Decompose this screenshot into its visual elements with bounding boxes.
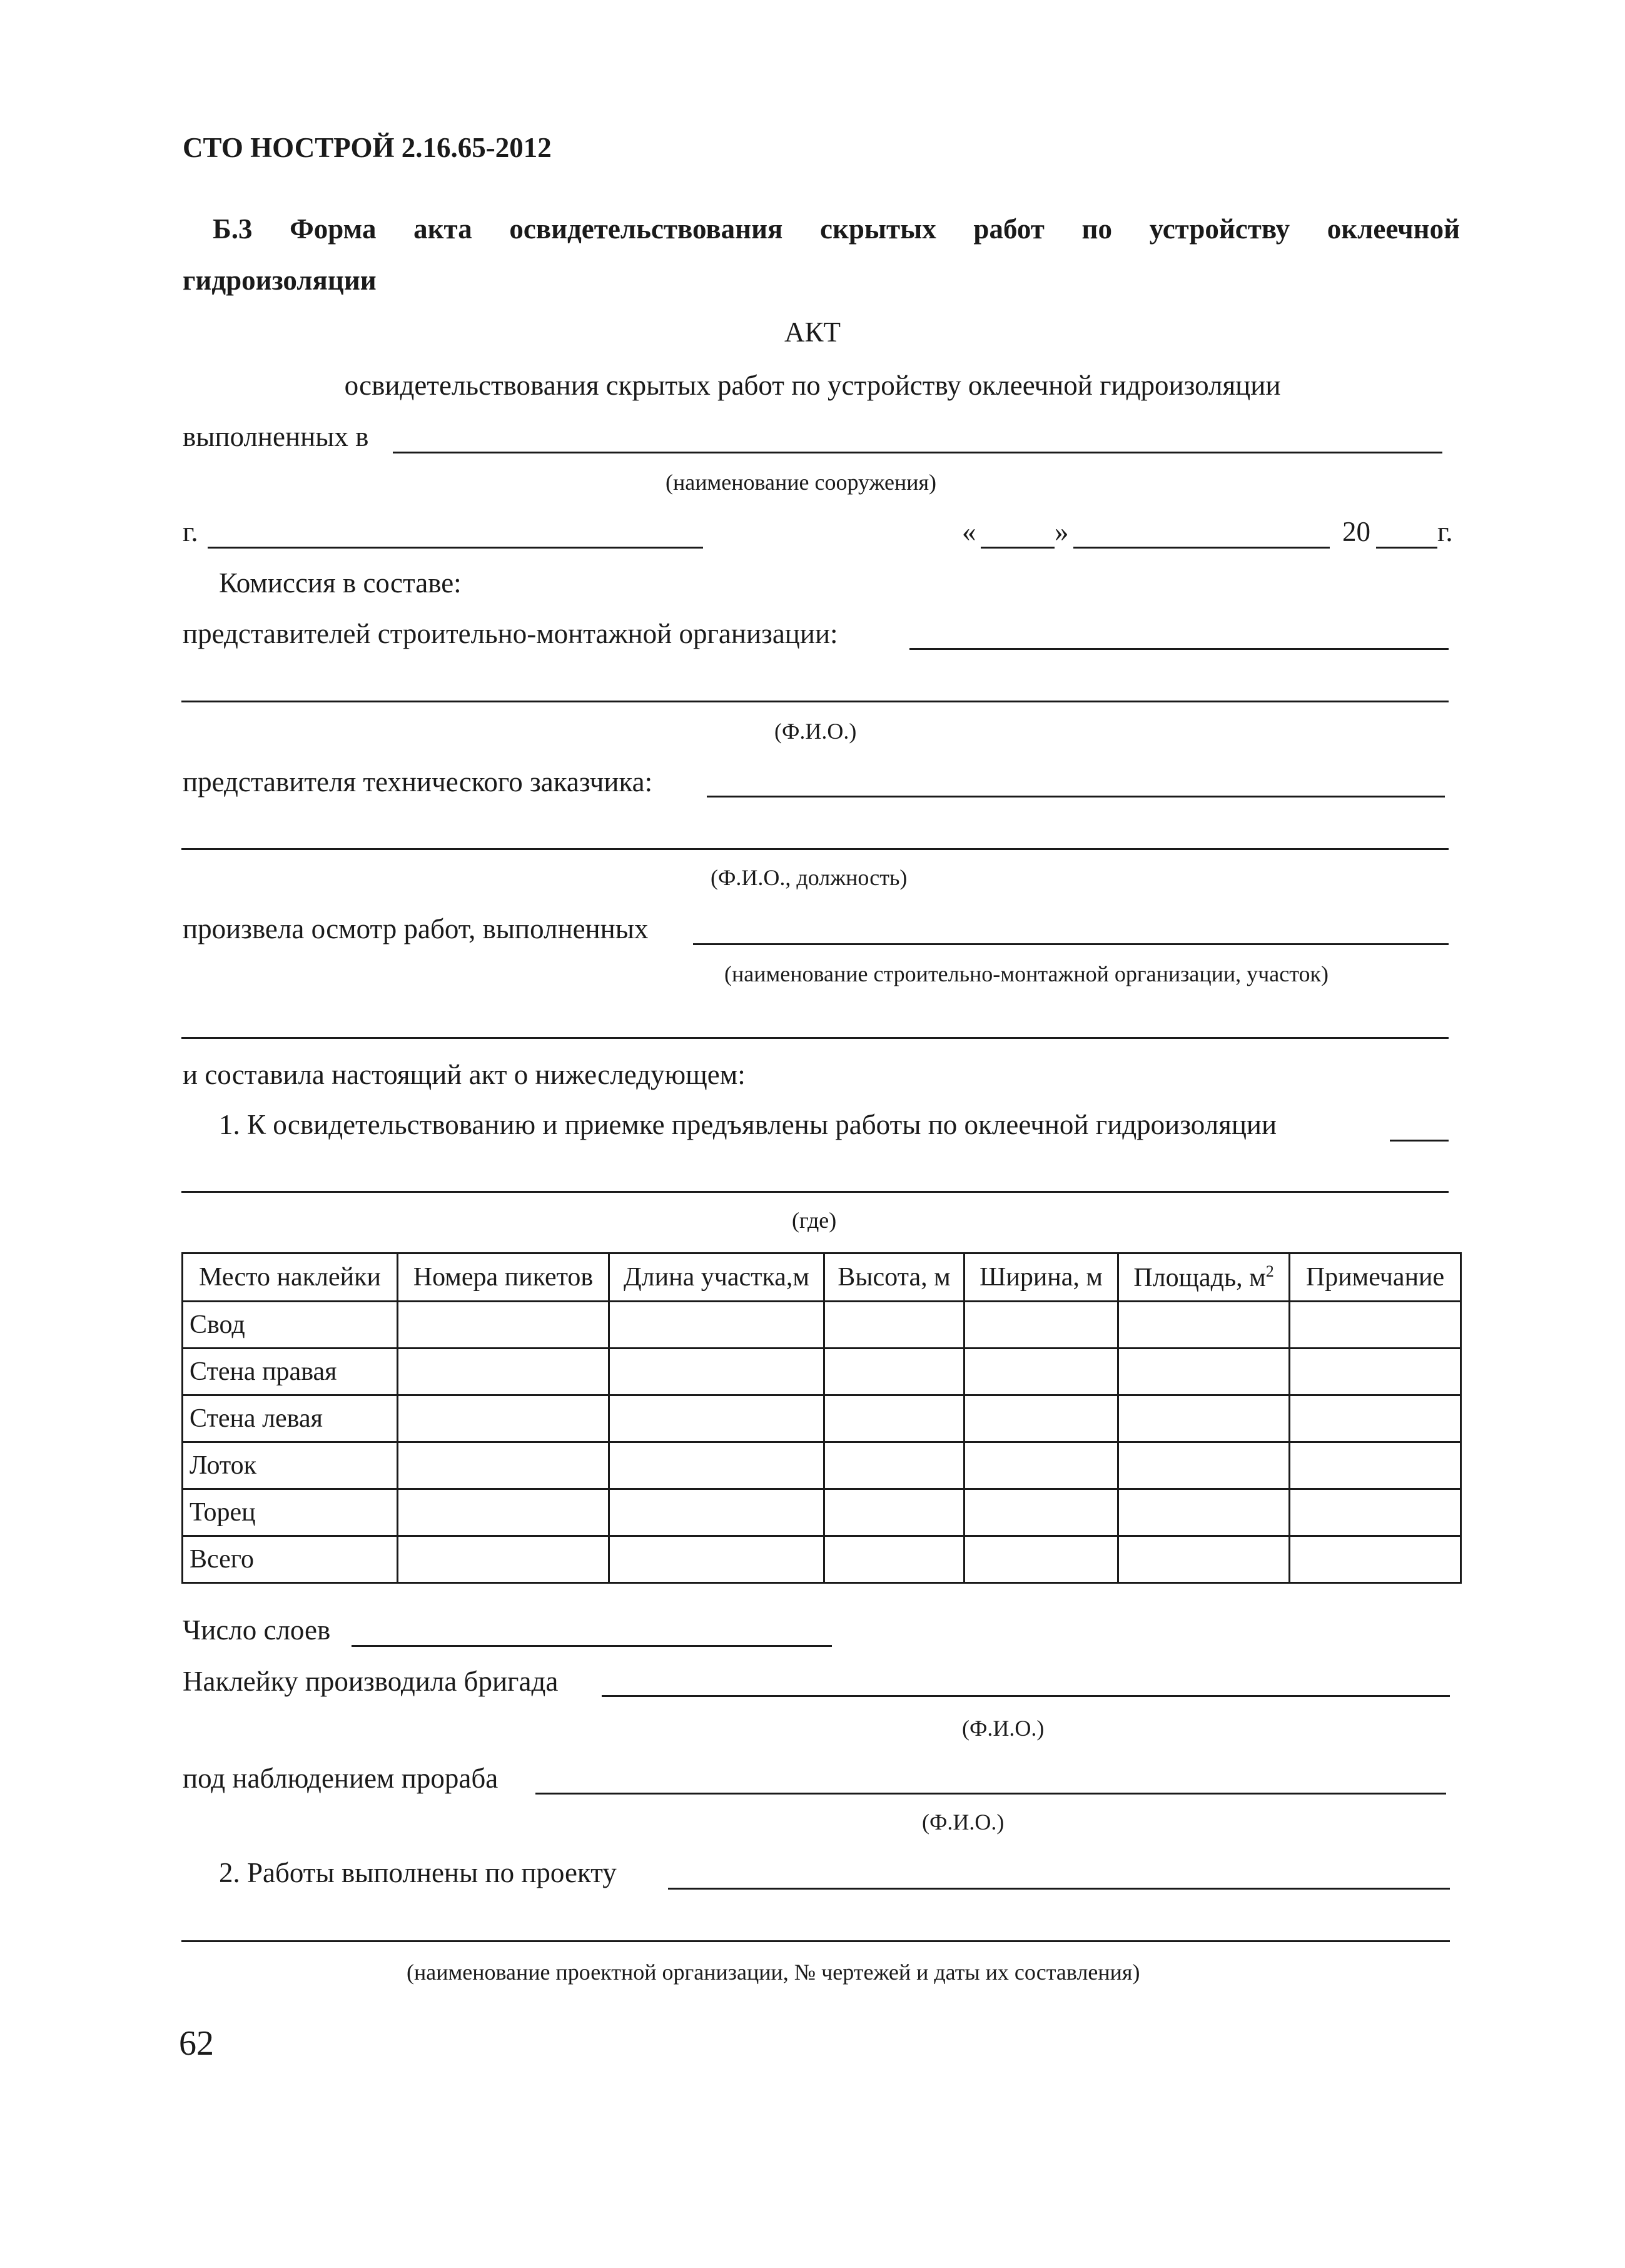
row-label: Лоток <box>183 1442 398 1489</box>
table-cell[interactable] <box>609 1536 824 1583</box>
header-height: Высота, м <box>824 1253 964 1302</box>
table-cell[interactable] <box>964 1302 1118 1349</box>
layers-field[interactable] <box>352 1645 832 1647</box>
table-cell[interactable] <box>609 1442 824 1489</box>
table-header-row <box>183 1253 1461 1302</box>
city-field[interactable] <box>208 547 703 549</box>
standard-code: СТО НОСТРОЙ 2.16.65-2012 <box>183 132 552 163</box>
item1-text: 1. К освидетельствованию и приемке предъявлены работы по оклеечной гидроизоляции <box>219 1109 1277 1140</box>
inspected-label: произвела осмотр работ, выполненных <box>183 913 649 944</box>
table-cell[interactable] <box>1118 1302 1290 1349</box>
commission-label: Комиссия в составе: <box>219 567 462 599</box>
item1-field[interactable] <box>1390 1140 1449 1142</box>
table-cell[interactable] <box>1118 1349 1290 1395</box>
rep-customer-label: представителя технического заказчика: <box>183 766 653 797</box>
date-year-prefix: 20 <box>1342 516 1370 547</box>
table-row <box>183 1395 1461 1442</box>
table-row <box>183 1442 1461 1489</box>
table-cell[interactable] <box>964 1536 1118 1583</box>
table-cell[interactable] <box>1290 1395 1461 1442</box>
caption-structure: (наименование сооружения) <box>666 470 937 495</box>
table-cell[interactable] <box>964 1442 1118 1489</box>
table-cell[interactable] <box>824 1489 964 1536</box>
table-cell[interactable] <box>824 1395 964 1442</box>
performed-in-label: выполненных в <box>183 421 369 452</box>
caption-project: (наименование проектной организации, № чертежей и даты их составления) <box>407 1960 1140 1985</box>
header-area-label: Площадь, м <box>1133 1263 1266 1292</box>
date-month-field[interactable] <box>1073 547 1330 549</box>
date-open-quote: « <box>962 516 976 547</box>
section-heading-line1: Б.3 Форма акта освидетельствования скрытых работ по устройству оклеечной <box>213 213 1460 245</box>
table-cell[interactable] <box>1290 1489 1461 1536</box>
row-label: Стена левая <box>183 1395 398 1442</box>
header-length: Длина участка,м <box>609 1253 824 1302</box>
project-field-2[interactable] <box>181 1940 1450 1942</box>
contractor-field-2[interactable] <box>181 1037 1449 1039</box>
table-cell[interactable] <box>1118 1536 1290 1583</box>
row-label: Свод <box>183 1302 398 1349</box>
caption-fio: (Ф.И.О.) <box>774 719 857 744</box>
foreman-label: под наблюдением прораба <box>183 1763 499 1794</box>
act-title: АКТ <box>784 316 841 348</box>
table-cell[interactable] <box>824 1536 964 1583</box>
reps-org-field-2[interactable] <box>181 701 1449 702</box>
row-label: Всего <box>183 1536 398 1583</box>
table-cell[interactable] <box>1118 1489 1290 1536</box>
header-note: Примечание <box>1290 1253 1461 1302</box>
gluing-table <box>181 1252 1462 1584</box>
table-row <box>183 1349 1461 1395</box>
section-heading-line2: гидроизоляции <box>183 265 377 296</box>
item1-field-2[interactable] <box>181 1191 1449 1193</box>
table-cell[interactable] <box>824 1349 964 1395</box>
table-cell[interactable] <box>1290 1302 1461 1349</box>
table-cell[interactable] <box>398 1442 609 1489</box>
date-day-field[interactable] <box>981 547 1055 549</box>
drew-up-text: и составила настоящий акт о нижеследующем: <box>183 1059 746 1090</box>
brigade-label: Наклейку производила бригада <box>183 1666 559 1697</box>
reps-org-label: представителей строительно-монтажной организации: <box>183 618 838 649</box>
table-cell[interactable] <box>964 1489 1118 1536</box>
rep-customer-field[interactable] <box>707 796 1445 797</box>
table-row <box>183 1302 1461 1349</box>
reps-org-field[interactable] <box>909 648 1449 650</box>
date-year-field[interactable] <box>1376 547 1437 549</box>
layers-label: Число слоев <box>183 1614 331 1646</box>
table-cell[interactable] <box>398 1489 609 1536</box>
table-row <box>183 1536 1461 1583</box>
structure-name-field[interactable] <box>393 452 1442 453</box>
table-cell[interactable] <box>398 1349 609 1395</box>
table-cell[interactable] <box>1118 1442 1290 1489</box>
project-field[interactable] <box>668 1888 1450 1890</box>
table-cell[interactable] <box>1290 1442 1461 1489</box>
caption-fio-brigade: (Ф.И.О.) <box>962 1716 1045 1741</box>
table-row <box>183 1489 1461 1536</box>
header-area-superscript: 2 <box>1265 1262 1274 1280</box>
date-close-quote: » <box>1055 516 1069 547</box>
caption-fio-position: (Ф.И.О., должность) <box>711 865 908 890</box>
table-cell[interactable] <box>964 1349 1118 1395</box>
table-cell[interactable] <box>398 1302 609 1349</box>
table-cell[interactable] <box>1118 1395 1290 1442</box>
caption-org-section: (наименование строительно-монтажной организации, участок) <box>724 961 1329 986</box>
date-year-suffix: г. <box>1437 516 1453 547</box>
table-cell[interactable] <box>964 1395 1118 1442</box>
caption-where: (где) <box>792 1208 837 1233</box>
contractor-field[interactable] <box>693 943 1449 945</box>
row-label: Стена правая <box>183 1349 398 1395</box>
page-number: 62 <box>179 2024 214 2063</box>
table-cell[interactable] <box>1290 1536 1461 1583</box>
table-cell[interactable] <box>824 1442 964 1489</box>
act-subtitle: освидетельствования скрытых работ по устройству оклеечной гидроизоляции <box>344 370 1281 401</box>
brigade-field[interactable] <box>602 1695 1450 1697</box>
table-cell[interactable] <box>1290 1349 1461 1395</box>
rep-customer-field-2[interactable] <box>181 848 1449 850</box>
city-label: г. <box>183 516 198 547</box>
table-cell[interactable] <box>609 1489 824 1536</box>
caption-fio-foreman: (Ф.И.О.) <box>922 1810 1005 1835</box>
table-cell[interactable] <box>609 1349 824 1395</box>
table-cell[interactable] <box>824 1302 964 1349</box>
header-area <box>1118 1253 1290 1302</box>
header-width: Ширина, м <box>964 1253 1118 1302</box>
table-cell[interactable] <box>398 1536 609 1583</box>
header-location: Место наклейки <box>183 1253 398 1302</box>
row-label: Торец <box>183 1489 398 1536</box>
item2-text: 2. Работы выполнены по проекту <box>219 1857 617 1888</box>
foreman-field[interactable] <box>535 1793 1446 1795</box>
table-cell[interactable] <box>609 1302 824 1349</box>
table-cell[interactable] <box>609 1395 824 1442</box>
header-pickets: Номера пикетов <box>398 1253 609 1302</box>
table-cell[interactable] <box>398 1395 609 1442</box>
